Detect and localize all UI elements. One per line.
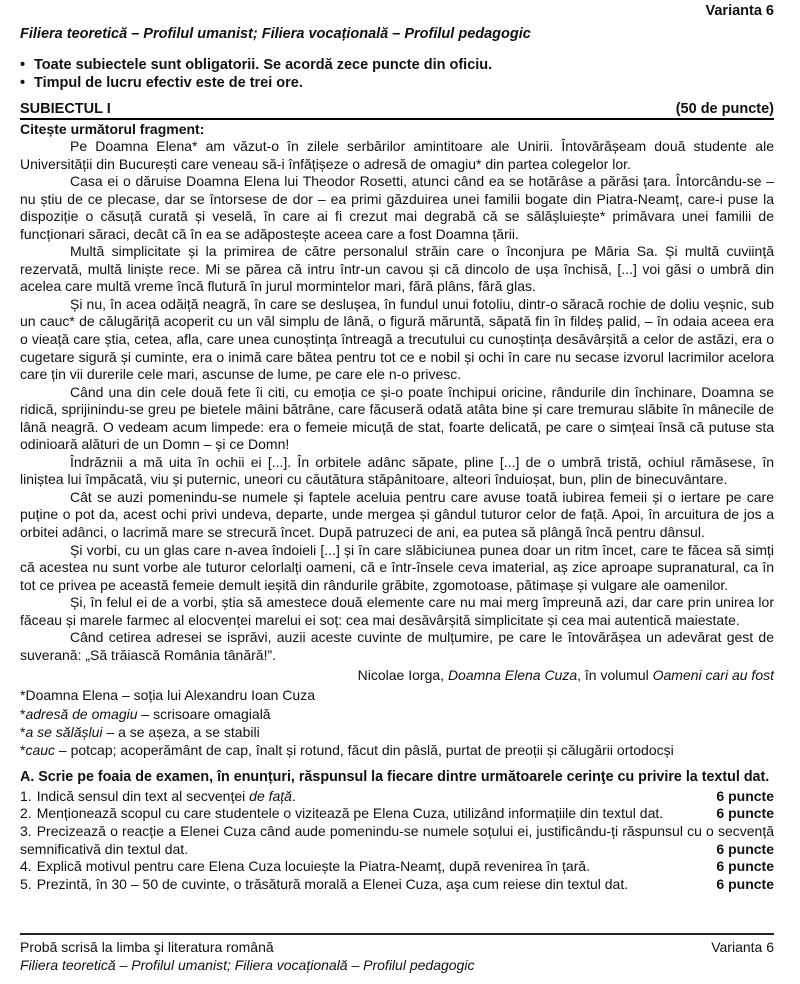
- filiera-heading: Filiera teoretică – Profilul umanist; Filiera vocațională – Profilul pedagogic: [20, 26, 531, 42]
- question-number: 1.: [20, 787, 32, 804]
- attribution: [20, 666, 774, 684]
- fragment-paragraph: Pe Doamna Elena* am văzut-o în zilele serbărilor amintitoare ale Unirii. Întovărășeam două studente ale Universității din București care veneau să-i înfățișeze o adresă de omagiu* din partea colegelor lor.: [20, 138, 774, 172]
- question-points: 6 puncte: [716, 787, 774, 804]
- fragment-paragraph: Și, în felul ei de a vorbi, știa să amestece două elemente care nu mai merg împreună azi, dar care prin unirea lor făceau și marele farmec al elocvenței marelui ei soț: cea mai desăvârșită simplicitate și cea mai autentică maiestate.: [20, 594, 774, 628]
- fragment-intro: Citește următorul fragment:: [20, 121, 205, 137]
- question-number: 5.: [20, 875, 32, 892]
- footnote: [20, 723, 774, 741]
- footnote-term: Doamna Elena: [25, 687, 119, 704]
- notice-text: Toate subiectele sunt obligatorii. Se acordă zece puncte din oficiu.: [34, 57, 493, 73]
- question-points: 6 puncte: [716, 875, 774, 892]
- question-row: [20, 823, 774, 858]
- footnote-definition: – scrisoare omagială: [137, 705, 271, 722]
- question-row: [20, 858, 774, 876]
- question-points: 6 puncte: [716, 840, 774, 857]
- question-number: 2.: [20, 805, 32, 822]
- footnote: [20, 686, 774, 704]
- footer-left: [20, 939, 474, 974]
- bullet-icon: •: [20, 57, 26, 73]
- subject-points: (50 de puncte): [675, 101, 774, 117]
- footnote-term: cauc: [25, 742, 56, 759]
- fragment-paragraph: Când una din cele două fete îi citi, cu emoția ce și-o poate închipui oricine, rândurile din închinare, Doamna se ridică, sprijinindu-se greu pe bietele mâini bătrâne, care făcuseră odată atâta bine și care tremurau slăbite în mânecile de lână neagră. O vedeam acum limpede: era o femeie micuță de stat, foarte delicată, pe care o simțeai însă că putuse sta odinioară alături de un Domn – și ce Domn!: [20, 383, 774, 453]
- bullet-icon: •: [20, 74, 26, 91]
- question-row: [20, 805, 774, 823]
- fragment-paragraph: Și vorbi, cu un glas care n-avea îndoieli [...] și în care slăbiciunea punea doar un ritm încet, care te făcea să simți că acestea nu sunt vorbe ale tuturor celorlalți oameni, că e într-însele ceva imaterial, aș zice aproape supranatural, ca în tot ce privea pe această femeie demult ieșită din rândurile grăbite, zgomotoase, pătimașe și vulgare ale oamenilor.: [20, 541, 774, 593]
- footnote-marker: *: [20, 742, 26, 759]
- question-list: [20, 788, 774, 894]
- fragment-paragraph: Și nu, în acea odăiță neagră, în care se deslușea, în fundul unui fotoliu, dintr-o săracă rochie de doliu veșnic, sub un cauc* de călugăriță acoperit cu un văl simplu de lână, o figură măruntă, săpată fin în fildeș palid, – în odaia aceea era o vieață care știa, cetea, afla, care unea cunoștința întreagă a trecutului cu cunoștința desăvârșită a celor de astăzi, era o cugetare sigură și cuminte, era o inimă care bătea pentru tot ce e nobil și ochi în care nu secase izvorul lacrimilor acelora care țin vii durerile cele mari, ascunse de lume, pe care ele n-o privesc.: [20, 295, 774, 383]
- subject-title: SUBIECTUL I: [20, 101, 111, 117]
- footnote-marker: *: [20, 705, 26, 722]
- footnote-term: a se sălășlui: [25, 723, 103, 740]
- footer-exam-title: Probă scrisă la limba şi literatura română: [20, 939, 274, 955]
- notice-text: Timpul de lucru efectiv este de trei ore.: [34, 74, 303, 91]
- page-footer: [20, 933, 774, 984]
- fragment-paragraph: Multă simplicitate și la primirea de către personalul străin care o înconjura pe Măria Sa. Și multă cuviință rezervată, multă liniște rece. Mi se părea că intru într-un cavou și că dincolo de ușa închisă, [...] voi găsi o umbră din acelea care multă vreme încă flutură în jurul mormintelor mari, fără plâns, fără glas.: [20, 243, 774, 295]
- notice-list: [20, 57, 774, 92]
- question-points: 6 puncte: [716, 805, 774, 822]
- fragment-paragraph: Îndrăznii a mă uita în ochii ei [...]. În orbitele adânc săpate, pline [...] de o umbră tristă, ochiul rămăsese, în liniștea lui împăcată, viu și puternic, uneori cu căutătura stăpânitoare, alteori înduioșat, bun, plin de binecuvântare.: [20, 453, 774, 488]
- attribution-work-title: Doamna Elena Cuza: [447, 667, 578, 684]
- footnote: [20, 705, 774, 723]
- question-text: Precizează o reacție a Elenei Cuza când aude pomenindu-se numele soțului ei, justificându-ți răspunsul cu o secvență semnificativă din textul dat.: [20, 822, 774, 857]
- fragment-paragraph: Cât se auzi pomenindu-se numele și faptele aceluia pentru care avuse toată iubirea femeii și o iertare pe care puține o pot da, acest ochi privi undeva, departe, unde mergea și gândul tuturor celor de față. Apoi, în arcuitura de jos a orbitei adânci, o lacrimă mare se strecură încet. După patruzeci de ani, ea putea să plângă încă pentru dânsul.: [20, 488, 774, 541]
- footer-filiera: Filiera teoretică – Profilul umanist; Filiera vocațională – Profilul pedagogic: [20, 956, 475, 973]
- footnote-definition: – a se așeza, a se stabili: [102, 723, 260, 740]
- section-a-heading: A. Scrie pe foaia de examen, în enunțuri, răspunsul la fiecare dintre următoarele cerinţe cu privire la textul dat.: [20, 769, 770, 786]
- fragment-paragraph: Casa ei o dăruise Doamna Elena lui Theodor Rosetti, atunci când ea se hotărâse a părăsi țara. Întorcându-se – nu știu de ce plecase, dar se întorsese de dor – ea primi găzduirea unei familii bogate din Piatra-Neamț, care-i puse la dispoziție o căsuță curată și veselă, în care ai fi crezut mai degrabă că se sălășluiește* primăvara unei familii de funcționari săraci, decât că în ea se adăpostește aceea care a fost Doamna țării.: [20, 173, 774, 242]
- footer-variant-label: Varianta 6: [711, 939, 774, 955]
- footnote: [20, 741, 774, 759]
- variant-label: Varianta 6: [705, 3, 774, 19]
- question-row: [20, 788, 774, 806]
- footnote-term: adresă de omagiu: [25, 705, 138, 722]
- footnote-marker: *: [20, 687, 26, 704]
- question-text: .: [291, 787, 296, 804]
- fragment-text: [20, 138, 774, 664]
- question-number: 3.: [20, 822, 32, 839]
- attribution-author: Nicolae Iorga,: [357, 667, 448, 684]
- subject-header: [20, 101, 774, 120]
- question-points: 6 puncte: [716, 858, 774, 875]
- question-text: Menționează scopul cu care studentele o vizitează pe Elena Cuza, utilizând informațiile din textul dat.: [36, 805, 664, 822]
- attribution-volume-title: Oameni cari au fost: [652, 667, 774, 684]
- question-text: Indică sensul din text al secvenței: [36, 787, 250, 804]
- question-text-italic: de față: [249, 787, 292, 804]
- notice-item: [20, 57, 774, 75]
- question-number: 4.: [20, 858, 32, 875]
- footnote-definition: – soția lui Alexandru Ioan Cuza: [118, 687, 315, 704]
- footnote-marker: *: [20, 723, 26, 740]
- footnote-list: [20, 686, 774, 759]
- fragment-paragraph: Când cetirea adresei se isprăvi, auzii aceste cuvinte de mulțumire, pe care le întovărășea un adevărat gest de suverană: „Să trăiască România tânără!”.: [20, 629, 774, 663]
- attribution-mid: , în volumul: [577, 667, 653, 684]
- footnote-definition: – potcap; acoperământ de cap, înalt și rotund, făcut din pâslă, purtat de preoții și călugării ortodocși: [55, 742, 674, 759]
- question-text: Explică motivul pentru care Elena Cuza locuiește la Piatra-Neamț, după revenirea în țară.: [36, 858, 590, 875]
- question-row: [20, 876, 774, 894]
- question-text: Prezintă, în 30 – 50 de cuvinte, o trăsătură morală a Elenei Cuza, aşa cum reiese din textul dat.: [36, 875, 629, 892]
- notice-item: [20, 75, 774, 93]
